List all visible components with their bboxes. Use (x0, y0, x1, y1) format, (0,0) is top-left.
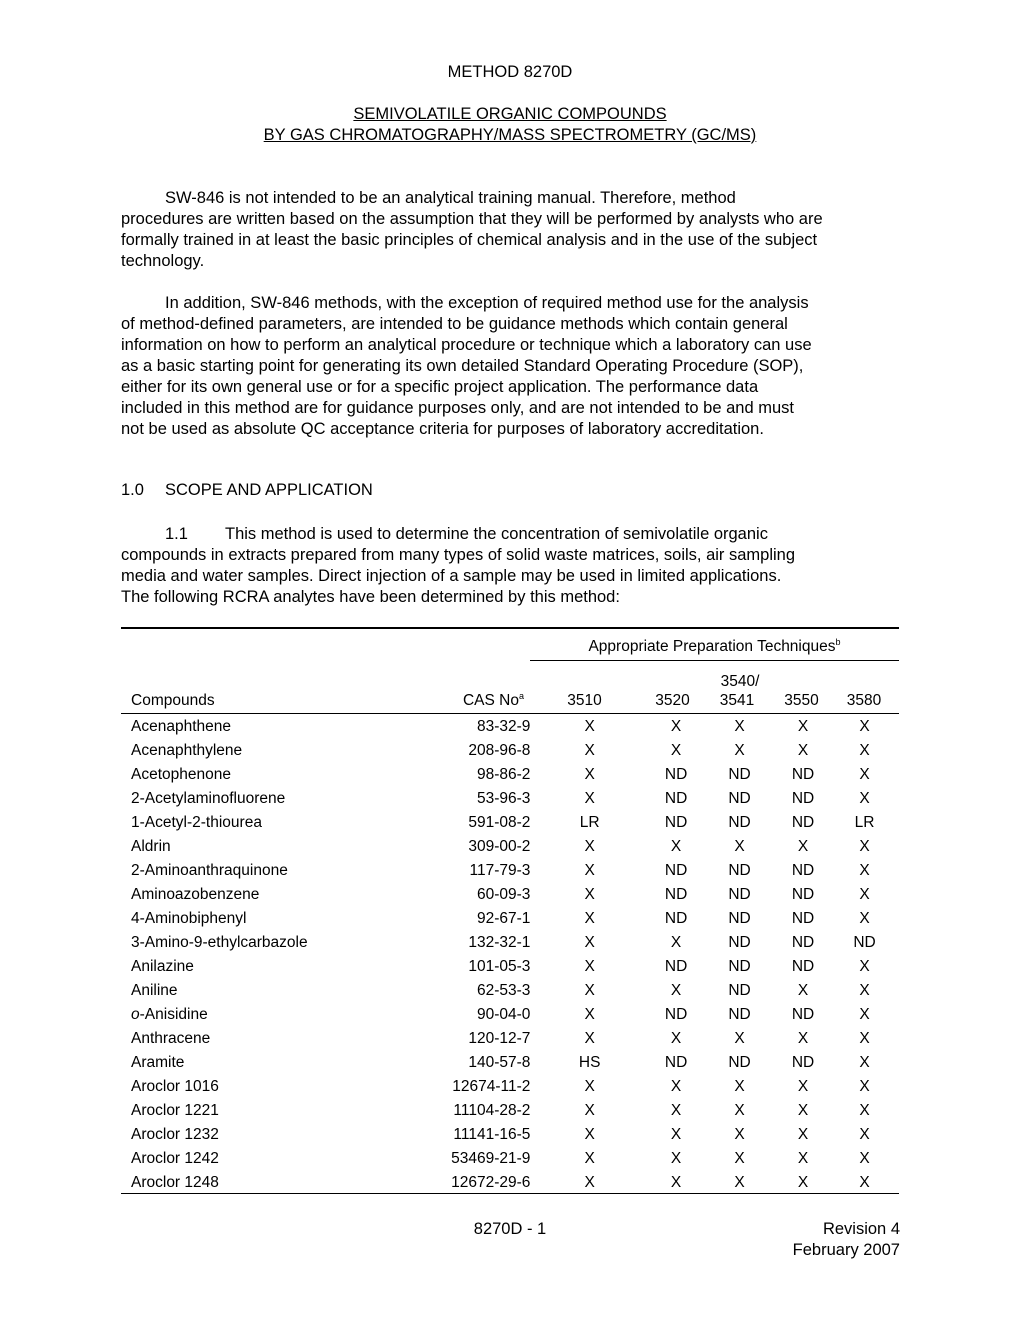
technique-value: X (797, 1102, 809, 1119)
technique-value: X (670, 718, 682, 735)
revision-date: February 2007 (792, 1241, 900, 1259)
compound-name (121, 931, 428, 955)
compound-name-text: Aroclor 1232 (131, 1126, 219, 1143)
technique-value: X (734, 838, 745, 855)
compound-name (121, 811, 428, 835)
compound-name-text: Anilazine (131, 958, 194, 975)
technique-value: ND (664, 790, 688, 807)
revision: Revision 4 (822, 1220, 900, 1238)
text-line: included in this method are for guidance purposes only, and are not intended to be and must (121, 399, 794, 417)
table-row (121, 715, 899, 739)
cas-number: 92-67-1 (476, 910, 531, 927)
cas-number: 11104-28-2 (453, 1102, 531, 1119)
text-line: SW-846 is not intended to be an analytical training manual. Therefore, method (165, 189, 736, 207)
technique-value: ND (728, 766, 751, 783)
compound-name-text: 2-Acetylaminofluorene (131, 790, 286, 807)
technique-value: X (859, 958, 870, 975)
technique-value: ND (664, 1006, 688, 1023)
text-line: formally trained in at least the basic principles of chemical analysis and in the use of the subject (121, 231, 818, 249)
technique-value: X (859, 1150, 870, 1167)
technique-value: X (584, 910, 595, 927)
technique-value: X (584, 742, 595, 759)
technique-value: X (670, 1102, 682, 1119)
technique-value: X (584, 1078, 595, 1095)
compound-name-text: 1-Acetyl-2-thiourea (131, 814, 262, 831)
technique-value: LR (854, 814, 875, 831)
compound-name-text: Aroclor 1016 (131, 1078, 219, 1095)
compound-name (121, 787, 428, 811)
compound-name (121, 715, 428, 739)
technique-value: X (584, 1150, 595, 1167)
cas-number: 120-12-7 (468, 1030, 531, 1047)
technique-value: X (670, 838, 682, 855)
technique-value: X (859, 862, 870, 879)
technique-value: X (797, 1078, 809, 1095)
cas-number: 98-86-2 (476, 766, 531, 783)
cas-number: 591-08-2 (468, 814, 531, 831)
compound-name (121, 883, 428, 907)
table-row (121, 787, 899, 811)
technique-value: ND (791, 862, 815, 879)
compound-name (121, 1003, 428, 1027)
technique-value: ND (728, 958, 751, 975)
cas-number: 208-96-8 (468, 742, 531, 759)
compound-name (121, 835, 428, 859)
text-line: procedures are written based on the assumption that they will be performed by analysts who are (121, 210, 823, 228)
technique-value: ND (728, 886, 751, 903)
technique-value: X (859, 1054, 870, 1071)
table-row (121, 1051, 899, 1075)
compound-name (121, 1147, 428, 1171)
technique-value: X (859, 886, 870, 903)
table-row (121, 931, 899, 955)
technique-value: X (859, 718, 870, 735)
technique-value: X (670, 1126, 682, 1143)
technique-value: ND (664, 886, 688, 903)
compound-name (121, 1099, 428, 1123)
subsection-number: 1.1 (165, 525, 188, 543)
technique-value: ND (791, 814, 815, 831)
technique-value: X (734, 1102, 745, 1119)
compound-name-text: -Anisidine (139, 1006, 208, 1023)
table-row (121, 1147, 899, 1171)
technique-value: X (797, 718, 809, 735)
table-row (121, 835, 899, 859)
compound-prefix: o (131, 1006, 140, 1023)
cas-number: 53469-21-9 (451, 1150, 531, 1167)
technique-value: X (734, 1174, 745, 1191)
compound-name-text: Acetophenone (131, 766, 231, 783)
technique-value: X (584, 1006, 595, 1023)
technique-value: X (734, 1126, 745, 1143)
col-header-3580: 3580 (846, 692, 882, 709)
technique-value: X (859, 1174, 870, 1191)
compound-name-text: Aroclor 1221 (131, 1102, 219, 1119)
table-row (121, 883, 899, 907)
section-title: SCOPE AND APPLICATION (165, 481, 373, 499)
cas-number: 12672-29-6 (451, 1174, 531, 1191)
technique-value: X (584, 886, 595, 903)
subsection-1-1 (121, 524, 905, 608)
technique-value: X (734, 742, 745, 759)
technique-value: ND (791, 790, 815, 807)
col-header-3510: 3510 (567, 692, 602, 709)
technique-value: X (584, 934, 595, 951)
table-row (121, 1171, 899, 1195)
table-row (121, 1075, 899, 1099)
cas-number: 101-05-3 (468, 958, 531, 975)
section-heading (121, 481, 373, 500)
table-row (121, 1027, 899, 1051)
technique-value: ND (728, 1054, 751, 1071)
technique-value: X (670, 1078, 682, 1095)
technique-value: ND (728, 1006, 751, 1023)
technique-value: X (584, 862, 595, 879)
technique-value: X (859, 766, 870, 783)
technique-value: X (584, 958, 595, 975)
compound-name-text: Aniline (131, 982, 178, 999)
intro-paragraph-2 (121, 293, 905, 440)
cas-number: 83-32-9 (476, 718, 531, 735)
group-header-text: Appropriate Preparation Techniques (588, 638, 836, 655)
technique-value: ND (728, 934, 751, 951)
cas-number: 53-96-3 (476, 790, 531, 807)
technique-value: X (670, 982, 682, 999)
technique-value: X (584, 982, 595, 999)
compound-name (121, 979, 428, 1003)
compound-name-text: Anthracene (131, 1030, 211, 1047)
table-row (121, 955, 899, 979)
technique-value: ND (791, 910, 815, 927)
technique-value: X (859, 742, 870, 759)
compound-name-text: Acenaphthene (131, 718, 231, 735)
technique-value: ND (791, 1006, 815, 1023)
text-line: information on how to perform an analytical procedure or technique which a laboratory can use (121, 336, 812, 354)
technique-value: ND (728, 862, 751, 879)
technique-value: X (670, 1174, 682, 1191)
compound-name (121, 1075, 428, 1099)
technique-value: X (797, 1150, 809, 1167)
technique-value: X (859, 790, 870, 807)
table-row (121, 1123, 899, 1147)
technique-value: X (859, 1006, 870, 1023)
technique-value: X (734, 718, 745, 735)
col-header-cas-text: CAS No (462, 692, 519, 709)
technique-value: ND (728, 982, 751, 999)
technique-value: X (797, 1174, 809, 1191)
text-line: either for its own general use or for a specific project application. The performance data (121, 378, 759, 396)
technique-value: X (584, 718, 595, 735)
text-line: compounds in extracts prepared from many types of solid waste matrices, soils, air sampling (121, 546, 796, 564)
col-header-3550: 3550 (784, 692, 819, 709)
group-header (530, 638, 899, 656)
technique-value: X (670, 934, 682, 951)
compound-name-text: Aroclor 1248 (131, 1174, 219, 1191)
title-line-2: BY GAS CHROMATOGRAPHY/MASS SPECTROMETRY (GC/MS) (263, 126, 757, 144)
technique-value: X (859, 1102, 870, 1119)
technique-value: X (859, 910, 870, 927)
title-line-1: SEMIVOLATILE ORGANIC COMPOUNDS (353, 105, 667, 123)
technique-value: X (859, 982, 870, 999)
cas-number: 117-79-3 (469, 862, 531, 879)
technique-value: X (859, 1078, 870, 1095)
technique-value: X (859, 838, 870, 855)
technique-value: X (584, 838, 595, 855)
technique-value: ND (664, 766, 688, 783)
technique-value: X (797, 1030, 809, 1047)
compound-name-text: 4-Aminobiphenyl (131, 910, 247, 927)
technique-value: X (584, 1102, 595, 1119)
col-header-3541: 3541 (719, 692, 755, 709)
cas-number: 12674-11-2 (452, 1078, 531, 1095)
technique-value: X (734, 1030, 745, 1047)
compound-name (121, 763, 428, 787)
technique-value: X (859, 1030, 870, 1047)
cas-number: 132-32-1 (468, 934, 531, 951)
technique-value: HS (578, 1054, 601, 1071)
compound-name-text: Aroclor 1242 (131, 1150, 219, 1167)
technique-value: ND (728, 790, 751, 807)
table-row (121, 739, 899, 763)
table-row (121, 1099, 899, 1123)
cas-number: 90-04-0 (476, 1006, 531, 1023)
text-line: technology. (121, 252, 205, 270)
compound-name-text: Aldrin (131, 838, 171, 855)
table-bottom-rule (121, 1193, 899, 1194)
cas-number: 62-53-3 (476, 982, 531, 999)
text-line: This method is used to determine the concentration of semivolatile organic (225, 525, 768, 543)
technique-value: ND (728, 814, 751, 831)
technique-value: X (797, 742, 809, 759)
compound-name-text: 2-Aminoanthraquinone (131, 862, 288, 879)
col-header-3540-top: 3540/ (720, 673, 760, 690)
table-row (121, 763, 899, 787)
text-line: of method-defined parameters, are intended to be guidance methods which contain general (121, 315, 788, 333)
text-line: not be used as absolute QC acceptance criteria for purposes of laboratory accreditation. (121, 420, 764, 438)
technique-value: ND (664, 862, 688, 879)
compound-name (121, 1171, 428, 1195)
technique-value: X (670, 1150, 682, 1167)
compound-name (121, 1123, 428, 1147)
technique-value: X (670, 1030, 682, 1047)
technique-value: ND (791, 1054, 815, 1071)
col-header-cas (421, 692, 524, 710)
compound-name (121, 1027, 428, 1051)
compound-name (121, 859, 428, 883)
technique-value: ND (664, 910, 688, 927)
technique-value: ND (791, 934, 815, 951)
text-line: In addition, SW-846 methods, with the exception of required method use for the analysis (165, 294, 809, 312)
technique-value: ND (664, 1054, 688, 1071)
technique-value: X (734, 1150, 745, 1167)
col-header-3520: 3520 (655, 692, 690, 709)
section-number: 1.0 (121, 481, 144, 499)
technique-value: X (859, 1126, 870, 1143)
technique-value: LR (579, 814, 600, 831)
technique-value: ND (791, 958, 815, 975)
table-top-rule (121, 627, 899, 629)
technique-value: ND (791, 766, 815, 783)
compound-name-text: Aminoazobenzene (131, 886, 260, 903)
text-line: as a basic starting point for generating its own detailed Standard Operating Procedure (SOP), (121, 357, 804, 375)
cas-number: 140-57-8 (468, 1054, 531, 1071)
technique-value: ND (664, 814, 688, 831)
header-bottom-rule (121, 713, 899, 714)
compound-name-text: Acenaphthylene (131, 742, 243, 759)
technique-value: X (797, 982, 809, 999)
technique-value: X (584, 1174, 595, 1191)
technique-value: X (584, 1126, 595, 1143)
table-row (121, 859, 899, 883)
compound-name (121, 739, 428, 763)
group-header-rule (530, 660, 899, 661)
table-row (121, 1003, 899, 1027)
technique-value: X (584, 766, 595, 783)
technique-value: X (797, 838, 809, 855)
technique-value: ND (664, 958, 688, 975)
cas-number: 11141-16-5 (453, 1126, 531, 1143)
technique-value: ND (791, 886, 815, 903)
compound-name (121, 955, 428, 979)
page-number: 8270D - 1 (473, 1220, 547, 1238)
table-row (121, 979, 899, 1003)
compound-name (121, 907, 428, 931)
technique-value: X (734, 1078, 745, 1095)
table-row (121, 907, 899, 931)
technique-value: X (670, 742, 682, 759)
cas-number: 309-00-2 (468, 838, 531, 855)
compound-name-text: 3-Amino-9-ethylcarbazole (131, 934, 308, 951)
footnote-marker: b (835, 636, 841, 647)
compound-name-text: Aramite (131, 1054, 185, 1071)
compound-name (121, 1051, 428, 1075)
technique-value: ND (853, 934, 876, 951)
text-line: media and water samples. Direct injection of a sample may be used in limited applications. (121, 567, 782, 585)
col-header-compounds: Compounds (131, 692, 215, 709)
technique-value: X (584, 790, 595, 807)
method-number: METHOD 8270D (447, 63, 573, 81)
technique-value: X (584, 1030, 595, 1047)
technique-value: X (797, 1126, 809, 1143)
compounds-table (121, 715, 899, 1195)
text-line: The following RCRA analytes have been determined by this method: (121, 588, 620, 606)
table-row (121, 811, 899, 835)
footnote-marker: a (518, 690, 524, 701)
technique-value: ND (728, 910, 751, 927)
intro-paragraph-1 (121, 188, 905, 272)
cas-number: 60-09-3 (476, 886, 531, 903)
